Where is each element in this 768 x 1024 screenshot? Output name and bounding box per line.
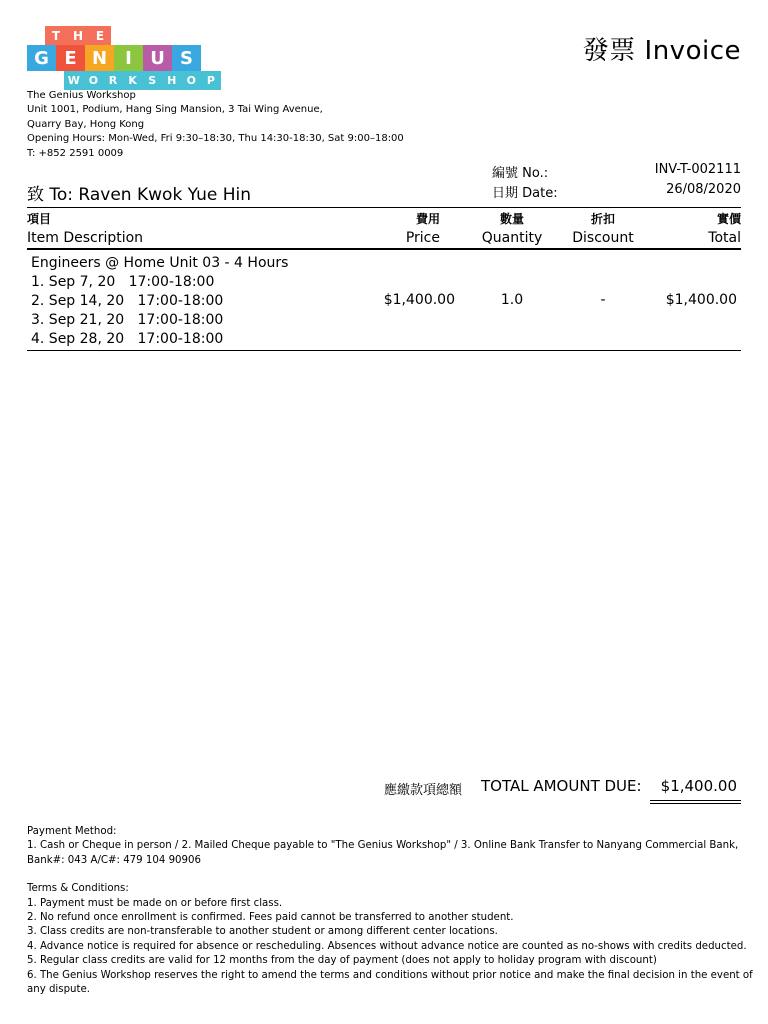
logo-letter: P xyxy=(201,71,221,90)
item-total: $1,400.00 xyxy=(665,292,737,308)
company-phone: T: +852 2591 0009 xyxy=(27,147,124,159)
header-price xyxy=(380,210,440,248)
logo-letter: G xyxy=(27,45,56,71)
header-discount xyxy=(563,210,643,248)
logo-letter: E xyxy=(56,45,85,71)
header-quantity-en: Quantity xyxy=(481,230,543,246)
payment-line: 1. Cash or Cheque in person / 2. Mailed Cheque payable to "The Genius Workshop" / 3. Online Bank Transfer to Nanyang Commercial Bank, xyxy=(27,840,739,852)
header-description-zh: 項目 xyxy=(27,212,52,226)
header-description xyxy=(27,210,143,248)
header-description-en: Item Description xyxy=(27,230,144,246)
logo-letter: U xyxy=(143,45,172,71)
header-quantity-zh: 數量 xyxy=(499,212,524,226)
invoice-date: 26/08/2020 xyxy=(666,182,741,197)
footer-spacer xyxy=(27,868,741,882)
table-bottom-rule xyxy=(27,350,741,351)
logo-letter: S xyxy=(142,71,162,90)
item-session: 2. Sep 14, 20 17:00-18:00 xyxy=(31,293,224,309)
total-double-rule-bottom xyxy=(650,803,741,804)
terms-item: 3. Class credits are non-transferable to another student or among different center locations. xyxy=(27,926,498,938)
logo-letter: H xyxy=(67,26,89,45)
logo-letter: H xyxy=(162,71,182,90)
logo-letter: O xyxy=(182,71,202,90)
logo-letter: O xyxy=(84,71,104,90)
item-title: Engineers @ Home Unit 03 - 4 Hours xyxy=(31,255,289,271)
terms-item: 4. Advance notice is required for absence or rescheduling. Absences without advance notice are counted as no-shows with credits deducted. xyxy=(27,940,747,952)
header-total-en: Total xyxy=(708,230,741,246)
company-address-line2: Quarry Bay, Hong Kong xyxy=(27,118,145,130)
terms-item: 1. Payment must be made on or before first class. xyxy=(27,897,283,909)
terms-item: any dispute. xyxy=(27,984,90,996)
company-hours: Opening Hours: Mon-Wed, Fri 9:30–18:30, Thu 14:30-18:30, Sat 9:00–18:00 xyxy=(27,133,404,145)
company-name: The Genius Workshop xyxy=(27,90,136,101)
header-quantity xyxy=(472,210,552,248)
company-logo xyxy=(27,26,221,90)
item-quantity: 1.0 xyxy=(500,292,524,308)
header-discount-zh: 折扣 xyxy=(590,212,615,226)
logo-row-workshop xyxy=(64,71,221,90)
invoice-date-label: 日期 Date: xyxy=(492,186,558,201)
terms-item: 5. Regular class credits are valid for 12 months from the day of payment (does not apply to holiday program with discount) xyxy=(27,955,657,967)
terms-item: 2. No refund once enrollment is confirmed. Fees paid cannot be transferred to another student. xyxy=(27,912,514,924)
table-header-rule xyxy=(27,248,741,250)
terms-heading: Terms & Conditions: xyxy=(27,883,129,895)
table-row-description xyxy=(31,254,288,349)
total-double-rule-top xyxy=(650,800,741,801)
total-label-en: TOTAL AMOUNT DUE: xyxy=(481,777,642,795)
header-discount-en: Discount xyxy=(572,230,634,246)
logo-letter: I xyxy=(114,45,143,71)
logo-letter: W xyxy=(64,71,84,90)
invoice-title: 發票 Invoice xyxy=(582,36,741,66)
logo-letter: E xyxy=(89,26,111,45)
company-info xyxy=(27,89,404,161)
header-total-zh: 實價 xyxy=(716,212,741,226)
total-amount: $1,400.00 xyxy=(660,777,737,795)
payment-line: Bank#: 043 A/C#: 479 104 90906 xyxy=(27,854,201,866)
item-price: $1,400.00 xyxy=(383,292,455,308)
logo-letter: S xyxy=(172,45,201,71)
table-top-rule xyxy=(27,207,741,208)
header-price-en: Price xyxy=(405,230,440,246)
terms-item: 6. The Genius Workshop reserves the right to amend the terms and conditions without prior notice and make the final decision in the event of xyxy=(27,969,753,981)
footer-notes xyxy=(27,825,753,997)
logo-row-the xyxy=(45,26,111,45)
invoice-number: INV-T-002111 xyxy=(654,162,741,177)
logo-letter: N xyxy=(85,45,114,71)
item-session: 4. Sep 28, 20 17:00-18:00 xyxy=(31,331,224,347)
logo-letter: T xyxy=(45,26,67,45)
invoice-number-label: 編號 No.: xyxy=(492,166,549,181)
total-label-zh: 應繳款項總額 xyxy=(384,783,463,798)
logo-letter: K xyxy=(123,71,143,90)
item-session: 3. Sep 21, 20 17:00-18:00 xyxy=(31,312,224,328)
logo-row-genius xyxy=(27,45,201,71)
logo-letter: R xyxy=(103,71,123,90)
item-session: 1. Sep 7, 20 17:00-18:00 xyxy=(31,274,215,290)
payment-heading: Payment Method: xyxy=(27,826,117,837)
header-price-zh: 費用 xyxy=(415,212,440,226)
company-address-line1: Unit 1001, Podium, Hang Sing Mansion, 3 Tai Wing Avenue, xyxy=(27,104,323,116)
recipient: 致 To: Raven Kwok Yue Hin xyxy=(27,185,252,205)
header-total xyxy=(661,210,741,248)
item-discount: - xyxy=(600,292,606,308)
